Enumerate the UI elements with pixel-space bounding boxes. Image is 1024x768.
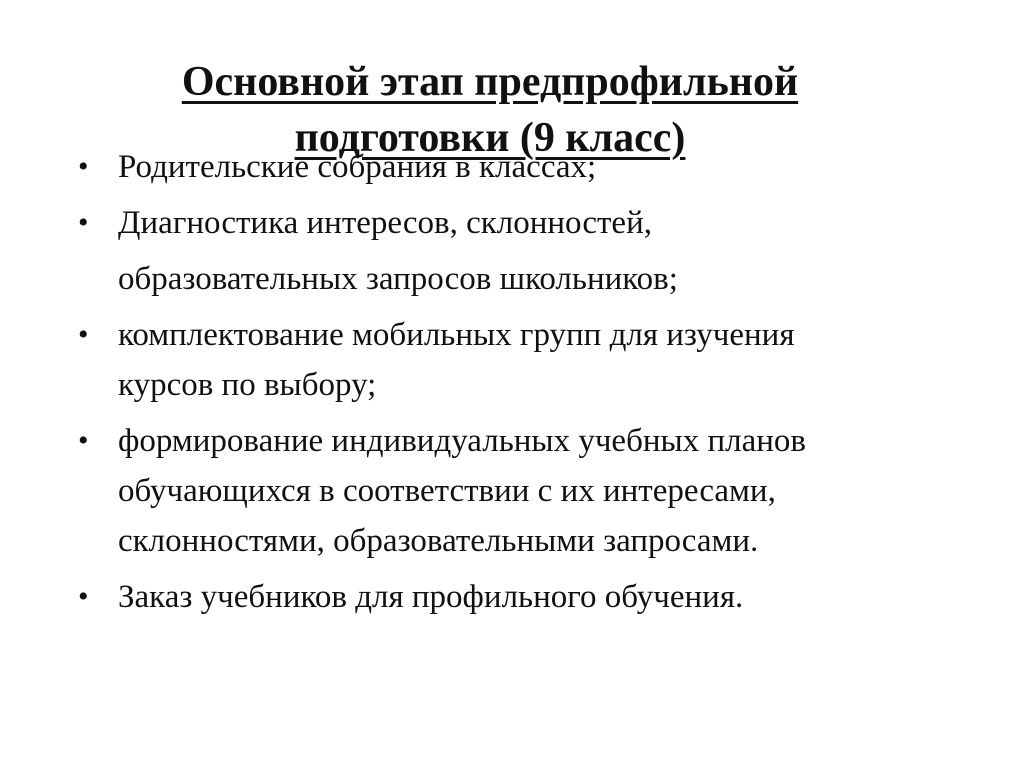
bullet-text: Родительские собрания в классах; [118,149,597,185]
bullet-item-diagnostics-continuation [72,254,972,304]
bullet-text: формирование индивидуальных учебных планов [118,423,806,459]
bullet-text: курсов по выбору; [118,367,377,403]
bullet-icon: • [78,150,89,183]
bullet-item-parent-meetings [72,142,972,192]
bullet-item-textbooks-order [72,572,972,622]
bullet-list [72,142,972,628]
bullet-icon: • [78,206,89,239]
bullet-icon: • [78,318,89,351]
slide-title-line-1: Основной этап предпрофильной [181,59,799,106]
bullet-text: Заказ учебников для профильного обучения. [118,579,744,615]
bullet-text: склонностями, образовательными запросами. [118,523,759,559]
bullet-text: обучающихся в соответствии с их интересами, [118,473,776,509]
bullet-item-diagnostics [72,198,972,248]
bullet-text: Диагностика интересов, склонностей, [118,205,652,241]
slide-title-line-2: подготовки (9 класс) [294,115,686,162]
bullet-icon: • [78,424,89,457]
bullet-text: комплектование мобильных групп для изучения [118,317,795,353]
bullet-item-individual-plans [72,416,972,566]
bullet-text: образовательных запросов школьников; [118,261,678,297]
bullet-item-mobile-groups [72,310,972,410]
bullet-icon: • [78,580,89,613]
